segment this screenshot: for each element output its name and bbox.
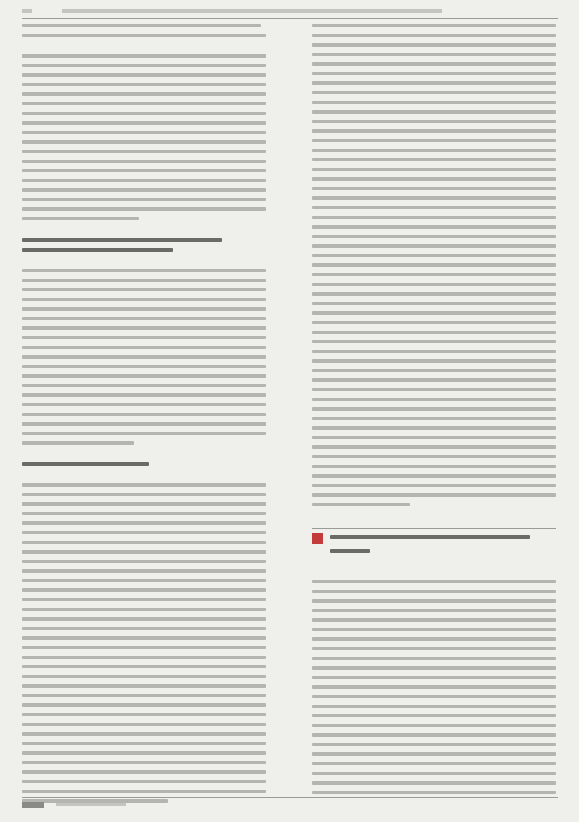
text-line-placeholder [312, 781, 556, 784]
page-number-placeholder [22, 802, 44, 808]
text-line-placeholder [22, 298, 266, 301]
text-line-placeholder [312, 762, 556, 765]
text-line-placeholder [312, 359, 556, 362]
text-line-placeholder [312, 129, 556, 132]
text-line-placeholder [312, 714, 556, 717]
text-line-placeholder [22, 588, 266, 591]
text-line-placeholder [312, 120, 556, 123]
text-line-placeholder [22, 365, 266, 368]
text-line-placeholder [22, 179, 266, 182]
text-line-placeholder [312, 609, 556, 612]
text-line-placeholder [22, 150, 266, 153]
text-line-placeholder [22, 675, 266, 678]
text-line-placeholder [312, 417, 556, 420]
text-line-placeholder [22, 403, 266, 406]
running-header [22, 6, 558, 19]
text-line-placeholder [312, 666, 556, 669]
text-line-placeholder [312, 743, 556, 746]
text-line-placeholder [312, 474, 556, 477]
text-line-placeholder [22, 326, 266, 329]
text-line-placeholder [22, 217, 139, 220]
text-line-placeholder [22, 579, 266, 582]
text-line-placeholder [22, 512, 266, 515]
text-line-placeholder [22, 636, 266, 639]
text-line-placeholder [312, 378, 556, 381]
text-line-placeholder [22, 483, 266, 486]
text-line-placeholder [22, 169, 266, 172]
text-line-placeholder [312, 340, 556, 343]
text-line-placeholder [312, 628, 556, 631]
text-line-placeholder [22, 521, 266, 524]
text-line-placeholder [22, 656, 266, 659]
text-line-placeholder [312, 580, 556, 583]
text-line-placeholder [22, 770, 266, 773]
text-line-placeholder [312, 398, 556, 401]
text-line-placeholder [22, 608, 266, 611]
text-line-placeholder [22, 288, 266, 291]
text-line-placeholder [312, 676, 556, 679]
text-line-placeholder [22, 393, 266, 396]
text-line-placeholder [22, 207, 266, 210]
text-line-placeholder [312, 72, 556, 75]
text-line-placeholder [22, 780, 266, 783]
text-line-placeholder [22, 374, 266, 377]
text-line-placeholder [22, 723, 266, 726]
text-line-placeholder [312, 436, 556, 439]
text-line-placeholder [312, 91, 556, 94]
text-line-placeholder [22, 550, 266, 553]
text-line-placeholder [312, 177, 556, 180]
text-line-placeholder [22, 384, 266, 387]
text-line-placeholder [312, 791, 556, 794]
text-line-placeholder [22, 665, 266, 668]
text-line-placeholder [22, 732, 266, 735]
text-line-placeholder [312, 149, 556, 152]
text-line-placeholder [22, 502, 266, 505]
text-line-placeholder [312, 283, 556, 286]
text-line-placeholder [22, 73, 266, 76]
text-line-placeholder [22, 422, 266, 425]
text-line-placeholder [22, 646, 266, 649]
text-line-placeholder [22, 493, 266, 496]
text-line-placeholder [312, 168, 556, 171]
text-line-placeholder [312, 599, 556, 602]
left-column [22, 24, 266, 809]
text-line-placeholder [312, 590, 556, 593]
text-line-placeholder [312, 484, 556, 487]
text-line-placeholder [312, 388, 556, 391]
text-line-placeholder [22, 432, 266, 435]
text-line-placeholder [312, 196, 556, 199]
text-line-placeholder [22, 569, 266, 572]
text-line-placeholder [22, 24, 261, 27]
section-marker [312, 533, 323, 544]
text-line-placeholder [22, 102, 266, 105]
text-line-placeholder [312, 503, 410, 506]
text-line-placeholder [312, 685, 556, 688]
text-line-placeholder [22, 279, 266, 282]
text-line-placeholder [22, 703, 266, 706]
text-line-placeholder [22, 54, 266, 57]
header-text-placeholder [62, 9, 442, 13]
section-heading-2 [22, 238, 222, 242]
text-line-placeholder [22, 198, 266, 201]
text-line-placeholder [22, 713, 266, 716]
text-line-placeholder [22, 121, 266, 124]
text-line-placeholder [312, 81, 556, 84]
text-line-placeholder [312, 158, 556, 161]
text-line-placeholder [312, 216, 556, 219]
text-line-placeholder [312, 273, 556, 276]
text-line-placeholder [22, 64, 266, 67]
text-line-placeholder [312, 225, 556, 228]
text-line-placeholder [312, 24, 556, 27]
text-line-placeholder [22, 761, 266, 764]
text-line-placeholder [312, 657, 556, 660]
text-line-placeholder [312, 302, 556, 305]
text-line-placeholder [312, 445, 556, 448]
text-line-placeholder [22, 269, 266, 272]
text-line-placeholder [312, 34, 556, 37]
text-line-placeholder [22, 598, 266, 601]
text-line-placeholder [312, 350, 556, 353]
text-line-placeholder [22, 346, 266, 349]
text-line-placeholder [312, 254, 556, 257]
text-line-placeholder [312, 139, 556, 142]
text-line-placeholder [312, 62, 556, 65]
text-line-placeholder [22, 160, 266, 163]
right-column-lower [312, 580, 556, 800]
text-line-placeholder [312, 110, 556, 113]
page-footer [22, 797, 558, 808]
text-line-placeholder [312, 53, 556, 56]
text-line-placeholder [312, 618, 556, 621]
text-line-placeholder [312, 292, 556, 295]
text-line-placeholder [312, 465, 556, 468]
text-line-placeholder [22, 83, 266, 86]
text-line-placeholder [312, 426, 556, 429]
text-line-placeholder [312, 101, 556, 104]
text-line-placeholder [22, 413, 266, 416]
text-line-placeholder [22, 617, 266, 620]
text-line-placeholder [312, 724, 556, 727]
text-line-placeholder [312, 407, 556, 410]
text-line-placeholder [22, 336, 266, 339]
text-line-placeholder [312, 705, 556, 708]
text-line-placeholder [312, 206, 556, 209]
text-line-placeholder [312, 752, 556, 755]
text-line-placeholder [22, 188, 266, 191]
text-line-placeholder [22, 742, 266, 745]
text-line-placeholder [22, 34, 266, 37]
text-line-placeholder [312, 263, 556, 266]
text-line-placeholder [22, 751, 266, 754]
section-heading-box [312, 528, 556, 575]
text-line-placeholder [312, 311, 556, 314]
text-line-placeholder [312, 331, 556, 334]
text-line-placeholder [312, 637, 556, 640]
text-line-placeholder [22, 355, 266, 358]
text-line-placeholder [22, 790, 266, 793]
text-line-placeholder [22, 694, 266, 697]
text-line-placeholder [22, 317, 266, 320]
text-line-placeholder [22, 541, 266, 544]
right-column [312, 24, 556, 512]
text-line-placeholder [22, 92, 266, 95]
text-line-placeholder [22, 684, 266, 687]
text-line-placeholder [22, 307, 266, 310]
text-line-placeholder [312, 369, 556, 372]
text-line-placeholder [312, 43, 556, 46]
text-line-placeholder [312, 321, 556, 324]
header-text-placeholder [22, 9, 32, 13]
text-line-placeholder [312, 244, 556, 247]
text-line-placeholder [22, 112, 266, 115]
text-line-placeholder [22, 140, 266, 143]
text-line-placeholder [312, 493, 556, 496]
section-heading-3 [22, 462, 149, 466]
text-line-placeholder [22, 531, 266, 534]
text-line-placeholder [312, 695, 556, 698]
footer-text-placeholder [56, 803, 126, 806]
text-line-placeholder [312, 647, 556, 650]
text-line-placeholder [312, 733, 556, 736]
text-line-placeholder [312, 772, 556, 775]
text-line-placeholder [22, 627, 266, 630]
text-line-placeholder [312, 455, 556, 458]
text-line-placeholder [22, 131, 266, 134]
text-line-placeholder [22, 560, 266, 563]
text-line-placeholder [22, 441, 134, 444]
text-line-placeholder [312, 235, 556, 238]
text-line-placeholder [312, 187, 556, 190]
